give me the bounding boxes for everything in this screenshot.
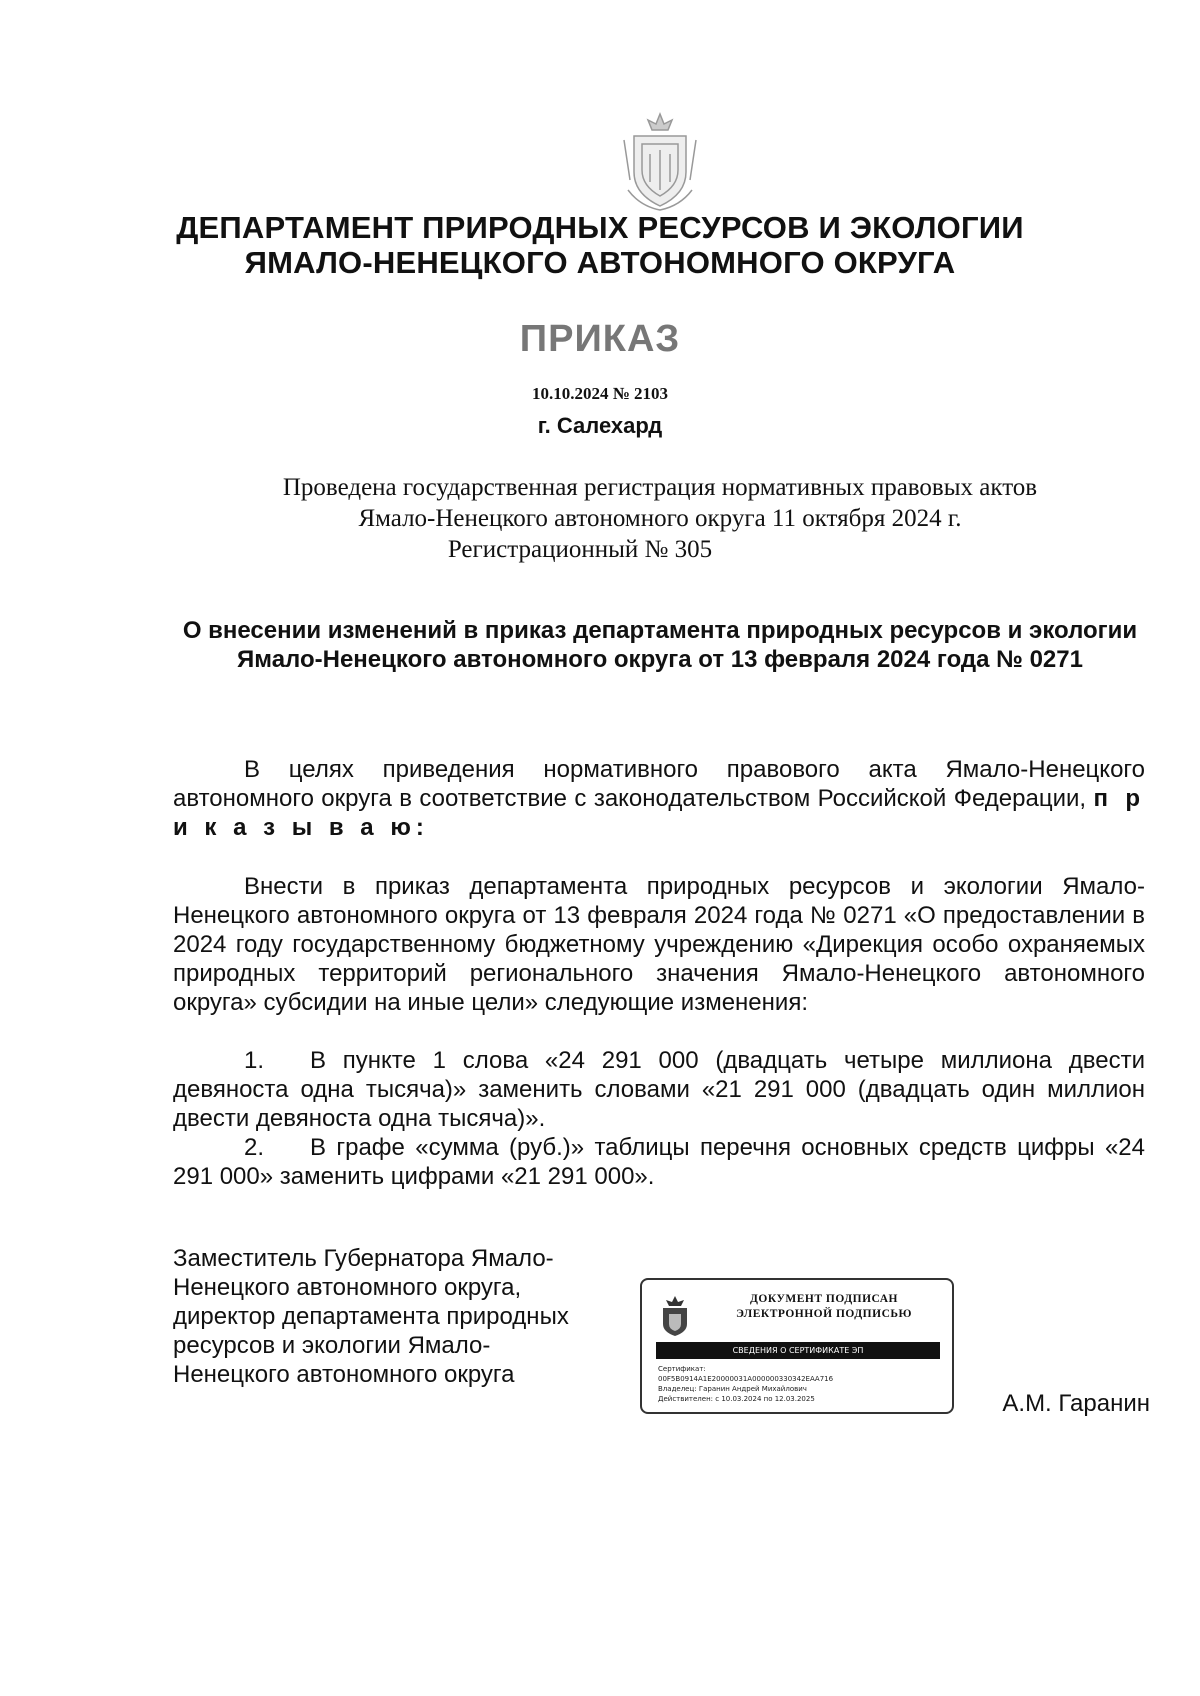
date-number: 10.10.2024 № 2103 [531, 384, 669, 403]
preamble-paragraph [173, 755, 1145, 842]
signatory-name: А.М. Гаранин [1002, 1390, 1150, 1417]
emblem-icon [658, 1294, 692, 1338]
list-item [173, 1133, 1145, 1191]
registration-line2: Ямало-Ненецкого автономного округа 11 октября 2024 г. [358, 505, 962, 532]
document-type: ПРИКАЗ [519, 318, 681, 360]
list-item-number: 2. [244, 1134, 265, 1161]
list-item [173, 1046, 1145, 1133]
registration-line3: Регистрационный № 305 [447, 536, 713, 563]
electronic-signature-stamp [640, 1278, 954, 1414]
city: г. Салехард [537, 413, 663, 438]
stamp-line: 00F5B0914A1E20000031A000000330342EAA716 [658, 1375, 834, 1383]
registration-line1: Проведена государственная регистрация нормативных правовых актов [282, 474, 1038, 501]
department-title-line2: ЯМАЛО-НЕНЕЦКОГО АВТОНОМНОГО ОКРУГА [244, 245, 956, 280]
coat-of-arms-icon [620, 110, 700, 215]
document-subject: О внесении изменений в приказ департамента природных ресурсов и экологии Ямало-Ненецкого автономного округа от 13 февраля 2024 года № 0271 [182, 617, 1138, 673]
list-item-number: 1. [244, 1047, 265, 1074]
stamp-certificate-bar: СВЕДЕНИЯ О СЕРТИФИКАТЕ ЭП [656, 1342, 940, 1359]
preamble-text: В целях приведения нормативного правового акта Ямало-Ненецкого автономного округа в соответствие с законодательством Российской Федерации, [173, 756, 1145, 812]
stamp-line: Действителен: с 10.03.2024 по 12.03.2025 [658, 1395, 815, 1403]
list-item-text: В пункте 1 слова «24 291 000 (двадцать четыре миллиона двести девяноста одна тысяча)» заменить словами «21 291 000 (двадцать один миллион двести девяноста одна тысяча)». [173, 1047, 1145, 1132]
signatory-position: Заместитель Губернатора Ямало-Ненецкого автономного округа, директор департамента природных ресурсов и экологии Ямало-Ненецкого автономного округа [173, 1245, 569, 1388]
main-paragraph: Внести в приказ департамента природных ресурсов и экологии Ямало-Ненецкого автономного округа от 13 февраля 2024 года № 0271 «О предоставлении в 2024 году государственному бюджетному учреждению «Дирекция особо охраняемых природных территорий регионального значения Ямало-Ненецкого автономного округа» субсидии на иные цели» следующие изменения: [173, 873, 1145, 1016]
stamp-title: ДОКУМЕНТ ПОДПИСАН ЭЛЕКТРОННОЙ ПОДПИСЬЮ [736, 1293, 912, 1320]
stamp-line: Сертификат: [658, 1365, 706, 1373]
department-title-line1: ДЕПАРТАМЕНТ ПРИРОДНЫХ РЕСУРСОВ И ЭКОЛОГИИ [176, 210, 1024, 245]
order-word: п р и к а з ы в а ю: [173, 785, 1146, 841]
stamp-line: Владелец: Гаранин Андрей Михайлович [658, 1385, 807, 1393]
list-item-text: В графе «сумма (руб.)» таблицы перечня основных средств цифры «24 291 000» заменить цифрами «21 291 000». [173, 1134, 1145, 1190]
